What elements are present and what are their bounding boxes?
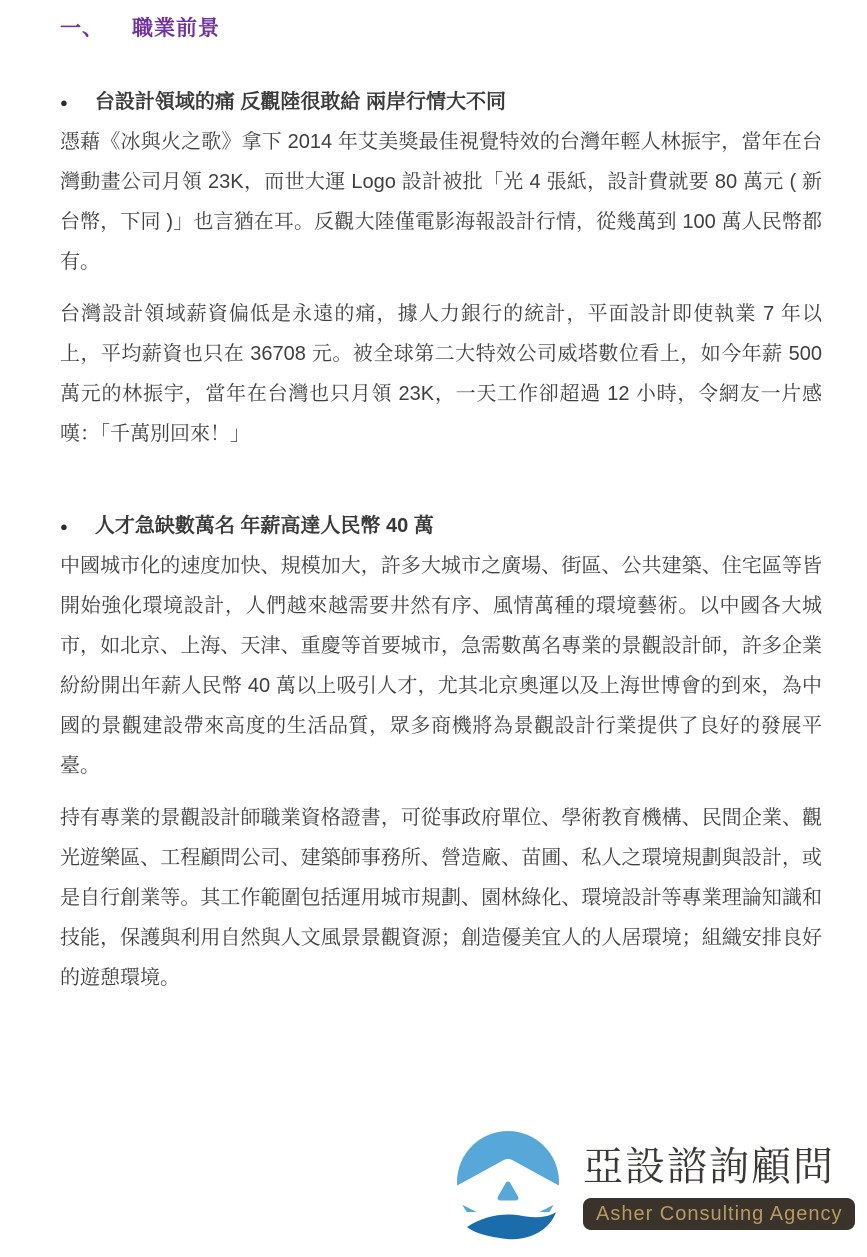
- logo-text-block: [583, 1128, 855, 1230]
- brand-name-chinese: 亞設諮詢顧問: [583, 1145, 835, 1189]
- bullet-icon: ●: [60, 519, 68, 534]
- section-title-text: 人才急缺數萬名 年薪高達人民幣 40 萬: [94, 515, 434, 537]
- paragraph: 持有專業的景觀設計師職業資格證書，可從事政府單位、學術教育機構、民間企業、觀光遊樂區、工程顧問公司、建築師事務所、營造廠、苗圃、私人之環境規劃與設計，或是自行創業等。其工作範圍包括運用城市規劃、園林綠化、環境設計等專業理論知識和技能，保護與利用自然與人文風景景觀資源；創造優美宜人的人居環境；組織安排良好的遊憩環境。: [60, 807, 822, 989]
- heading-number: 一、: [60, 17, 104, 40]
- document-content: [60, 0, 822, 998]
- section-talent-shortage: [60, 454, 822, 998]
- section-taiwan-design-pay: [60, 88, 822, 454]
- page-title: [60, 0, 822, 42]
- paragraph: 台灣設計領域薪資偏低是永遠的痛，據人力銀行的統計，平面設計即使執業 7 年以上，平均薪資也只在 36708 元。被全球第二大特效公司威塔數位看上，如今年薪 500 萬元的林振宇，當年在台灣也只月領 23K，一天工作卻超過 12 小時，令網友一片感嘆：「千萬別回來！」: [60, 303, 822, 445]
- brand-name-english-badge: Asher Consulting Agency: [583, 1198, 855, 1230]
- section-title: [60, 88, 822, 116]
- paragraph: 憑藉《冰與火之歌》拿下 2014 年艾美獎最佳視覺特效的台灣年輕人林振宇，當年在台灣動畫公司月領 23K，而世大運 Logo 設計被批「光 4 張紙，設計費就要 80 萬元 ( 新台幣，下同 )」也言猶在耳。反觀大陸僅電影海報設計行情，從幾萬到 100 萬人民幣都有。: [60, 131, 822, 273]
- mountain-logo-icon: [455, 1128, 567, 1252]
- heading-text: 職業前景: [132, 17, 220, 40]
- bullet-icon: ●: [60, 95, 68, 110]
- paragraph: 中國城市化的速度加快、規模加大，許多大城市之廣場、街區、公共建築、住宅區等皆開始強化環境設計，人們越來越需要井然有序、風情萬種的環境藝術。以中國各大城市，如北京、上海、天津、重慶等首要城市，急需數萬名專業的景觀設計師，許多企業紛紛開出年薪人民幣 40 萬以上吸引人才，尤其北京奧運以及上海世博會的到來，為中國的景觀建設帶來高度的生活品質，眾多商機將為景觀設計行業提供了良好的發展平臺。: [60, 555, 822, 777]
- section-title: [60, 512, 822, 540]
- section-title-text: 台設計領域的痛 反觀陸很敢給 兩岸行情大不同: [94, 91, 506, 113]
- company-logo: [455, 1128, 855, 1252]
